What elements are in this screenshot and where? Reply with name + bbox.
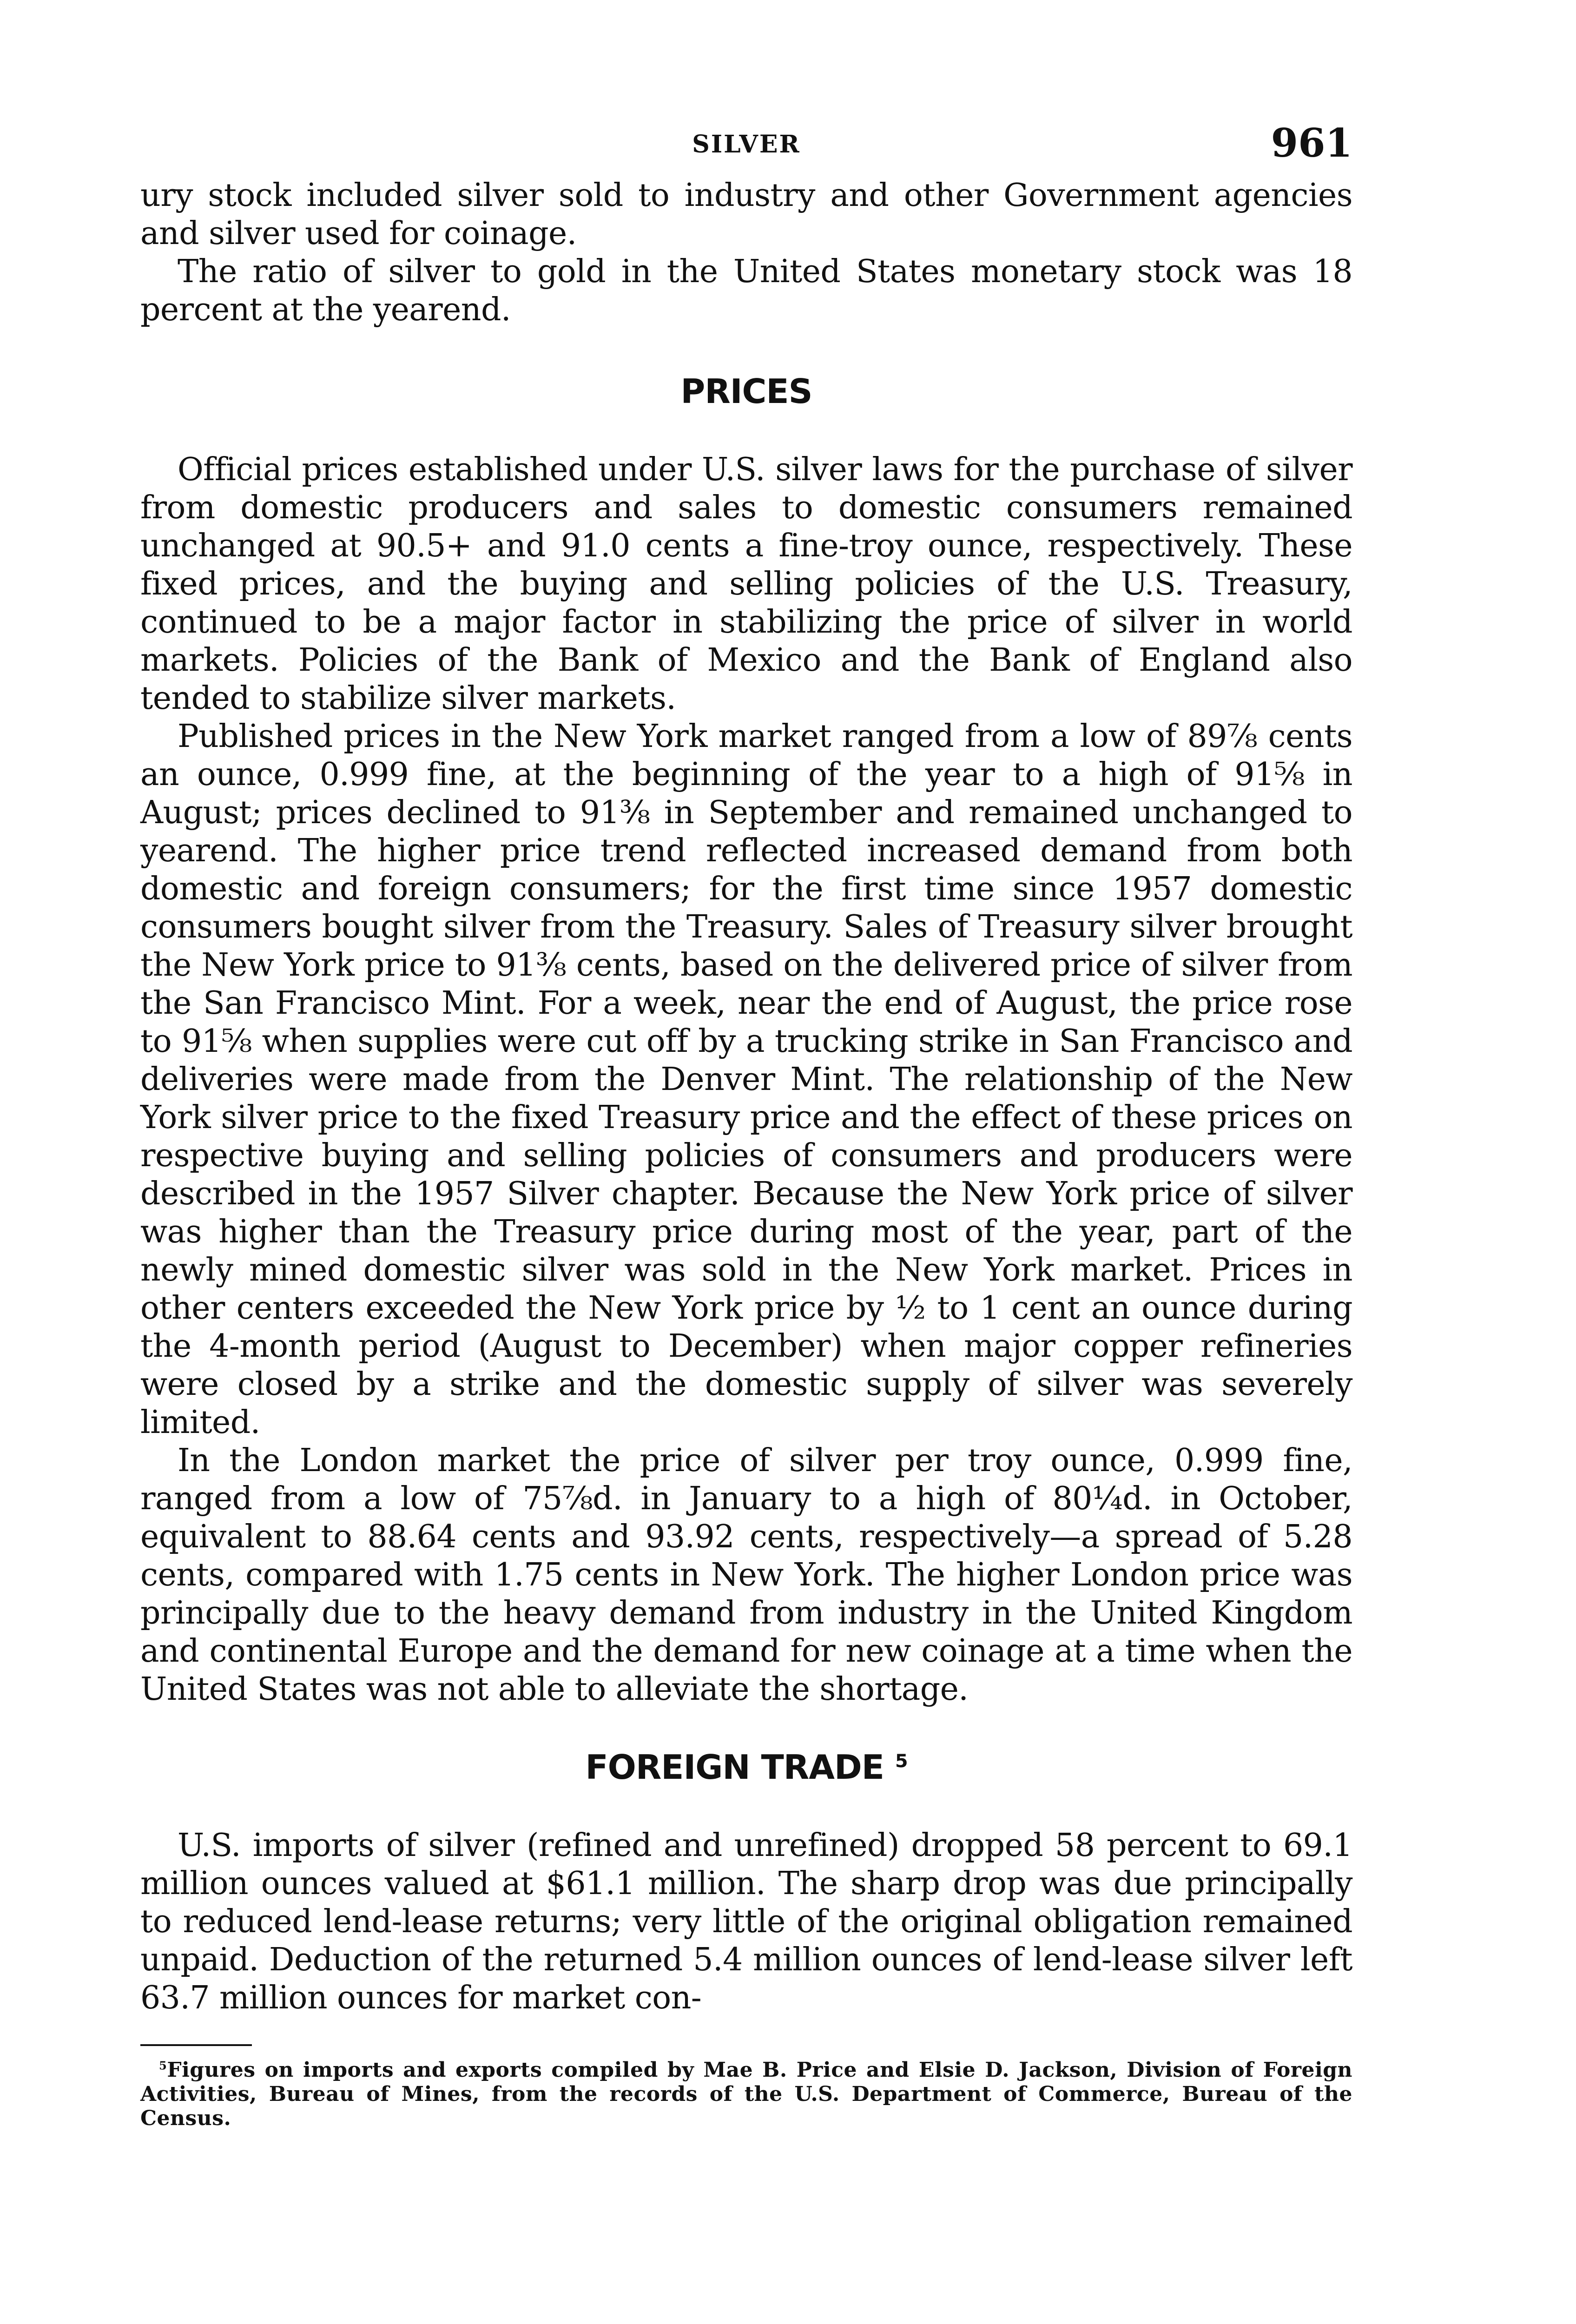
paragraph-imports: U.S. imports of silver (refined and unrefined) dropped 58 percent to 69.1 million ounces valued at $61.1 million. The sharp drop was due principally to reduced lend-lease returns; very little of the original obligation remained unpaid. Deduction of the returned 5.4 million ounces of lend-lease silver left 63.7 million ounces for market con- [140,1827,1352,2016]
page-number: 961 [1271,120,1352,166]
foreign-trade-heading-text: FOREIGN TRADE [585,1748,884,1787]
document-page [140,107,1352,2131]
running-header [140,107,1352,177]
footnote-divider [140,2044,252,2046]
paragraph-continuation: ury stock included silver sold to industry and other Government agencies and silver used for coinage. [140,177,1352,252]
footnote-reference: 5 [895,1750,908,1772]
paragraph-new-york-prices: Published prices in the New York market ranged from a low of 89⅞ cents an ounce, 0.999 fine, at the beginning of the year to a high of 91⅝ in August; prices declined to 91⅜ in September and remained unchanged to yearend. The higher price trend reflected increased demand from both domestic and foreign consumers; for the first time since 1957 domestic consumers bought silver from the Treasury. Sales of Treasury silver brought the New York price to 91⅜ cents, based on the delivered price of silver from the San Francisco Mint. For a week, near the end of August, the price rose to 91⅝ when supplies were cut off by a trucking strike in San Francisco and deliveries were made from the Denver Mint. The relationship of the New York silver price to the fixed Treasury price and the effect of these prices on respective buying and selling policies of consumers and producers were described in the 1957 Silver chapter. Because the New York price of silver was higher than the Treasury price during most of the year, part of the newly mined domestic silver was sold in the New York market. Prices in other centers exceeded the New York price by ½ to 1 cent an ounce during the 4-month period (August to December) when major copper refineries were closed by a strike and the domestic supply of silver was severely limited. [140,718,1352,1441]
paragraph-official-prices: Official prices established under U.S. silver laws for the purchase of silver from domestic producers and sales to domestic consumers remained unchanged at 90.5+ and 91.0 cents a fine-troy ounce, respectively. These fixed prices, and the buying and selling policies of the U.S. Treasury, continued to be a major factor in stabilizing the price of silver in world markets. Policies of the Bank of Mexico and the Bank of England also tended to stabilize silver markets. [140,451,1352,717]
running-title: SILVER [692,130,801,158]
paragraph-london-prices: In the London market the price of silver per troy ounce, 0.999 fine, ranged from a low of 75⅞d. in January to a high of 80¼d. in October, equivalent to 88.64 cents and 93.92 cents, respectively—a spread of 5.28 cents, compared with 1.75 cents in New York. The higher London price was principally due to the heavy demand from industry in the United Kingdom and continental Europe and the demand for new coinage at a time when the United States was not able to alleviate the shortage. [140,1442,1352,1708]
paragraph-ratio: The ratio of silver to gold in the United States monetary stock was 18 percent at the yearend. [140,253,1352,328]
footnote-mark: 5 [159,2059,167,2073]
footnote-text: Figures on imports and exports compiled by Mae B. Price and Elsie D. Jackson, Division of Foreign Activities, Bureau of Mines, from the records of the U.S. Department of Commerce, Bureau of the Census. [140,2058,1352,2130]
footnote [140,2058,1352,2131]
section-heading-prices: PRICES [680,372,812,411]
section-heading-foreign-trade [140,1748,1352,1787]
